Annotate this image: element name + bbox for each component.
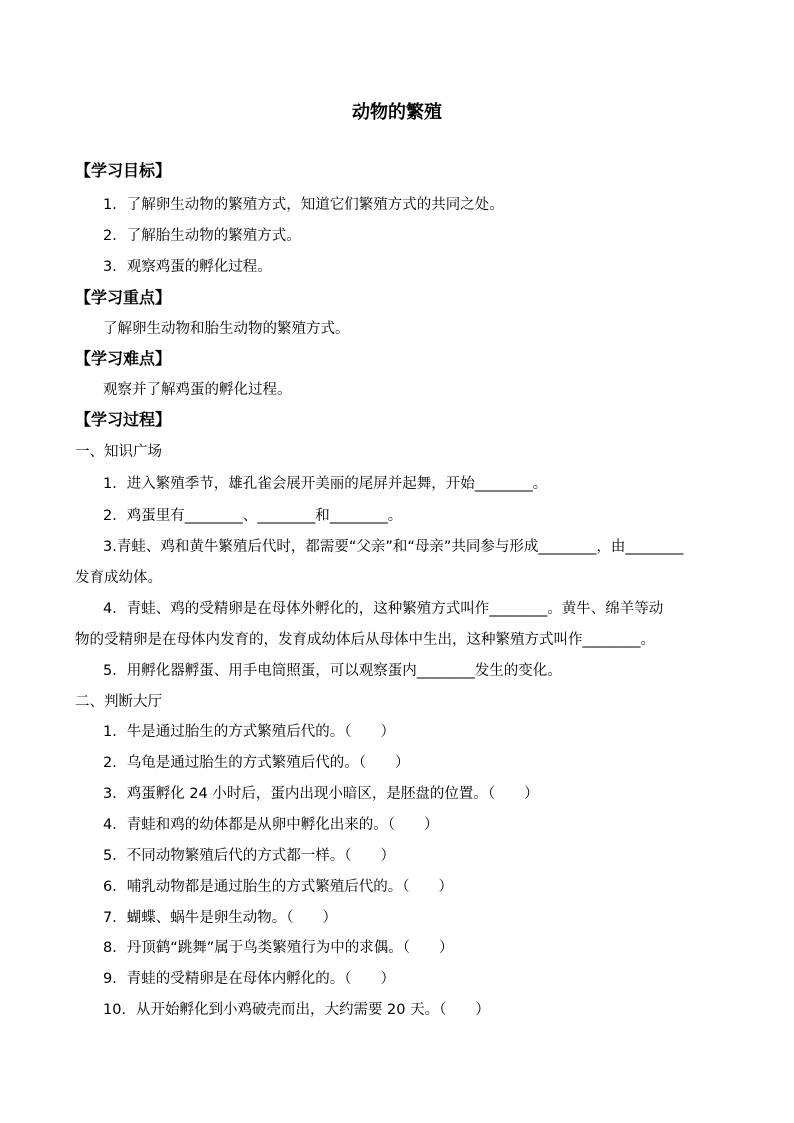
question-line: 4．青蛙、鸡的受精卵是在母体外孵化的，这种繁殖方式叫作________。黄牛、绵羊等动 (103, 601, 664, 617)
judgment-item: 8．丹顶鹤“跳舞”属于鸟类繁殖行为中的求偶。（ ） (103, 940, 454, 956)
question-line: 2．鸡蛋里有________、________和________。 (103, 508, 403, 524)
key-heading: 【学习重点】 (75, 288, 172, 307)
question-line: 3.青蛙、鸡和黄牛繁殖后代时，都需要“父亲”和“母亲”共同参与形成________，由________ (103, 539, 684, 555)
question-line: 物的受精卵是在母体内发育的，发育成幼体后从母体中生出，这种繁殖方式叫作________。 (75, 632, 655, 648)
goal-item: 3．观察鸡蛋的孵化过程。 (103, 259, 272, 275)
judgment-item: 5．不同动物繁殖后代的方式都一样。（ ） (103, 848, 395, 864)
section1-heading: 一、知识广场 (75, 444, 162, 460)
judgment-item: 7．蝴蝶、蜗牛是卵生动物。（ ） (103, 910, 337, 926)
goal-item: 2．了解胎生动物的繁殖方式。 (103, 228, 301, 244)
section2-heading: 二、判断大厅 (75, 694, 162, 710)
judgment-item: 9．青蛙的受精卵是在母体内孵化的。（ ） (103, 971, 395, 987)
judgment-item: 1．牛是通过胎生的方式繁殖后代的。（ ） (103, 724, 395, 740)
key-text: 了解卵生动物和胎生动物的繁殖方式。 (103, 321, 350, 337)
document-title: 动物的繁殖 (352, 102, 442, 123)
question-line: 5．用孵化器孵蛋、用手电筒照蛋，可以观察蛋内________发生的变化。 (103, 663, 562, 679)
judgment-item: 3．鸡蛋孵化 24 小时后，蛋内出现小暗区，是胚盘的位置。（ ） (103, 786, 539, 802)
goal-item: 1．了解卵生动物的繁殖方式，知道它们繁殖方式的共同之处。 (103, 197, 504, 213)
judgment-item: 10．从开始孵化到小鸡破壳而出，大约需要 20 天。（ ） (103, 1002, 490, 1018)
goals-heading: 【学习目标】 (75, 161, 172, 180)
judgment-item: 6．哺乳动物都是通过胎生的方式繁殖后代的。（ ） (103, 879, 453, 895)
process-heading: 【学习过程】 (75, 410, 172, 429)
difficulty-text: 观察并了解鸡蛋的孵化过程。 (103, 382, 292, 398)
judgment-item: 2．乌龟是通过胎生的方式繁殖后代的。（ ） (103, 755, 410, 771)
question-line: 发育成幼体。 (75, 570, 162, 586)
question-line: 1．进入繁殖季节，雄孔雀会展开美丽的尾屏并起舞，开始________。 (103, 476, 548, 492)
judgment-item: 4．青蛙和鸡的幼体都是从卵中孵化出来的。（ ） (103, 817, 439, 833)
difficulty-heading: 【学习难点】 (75, 349, 172, 368)
